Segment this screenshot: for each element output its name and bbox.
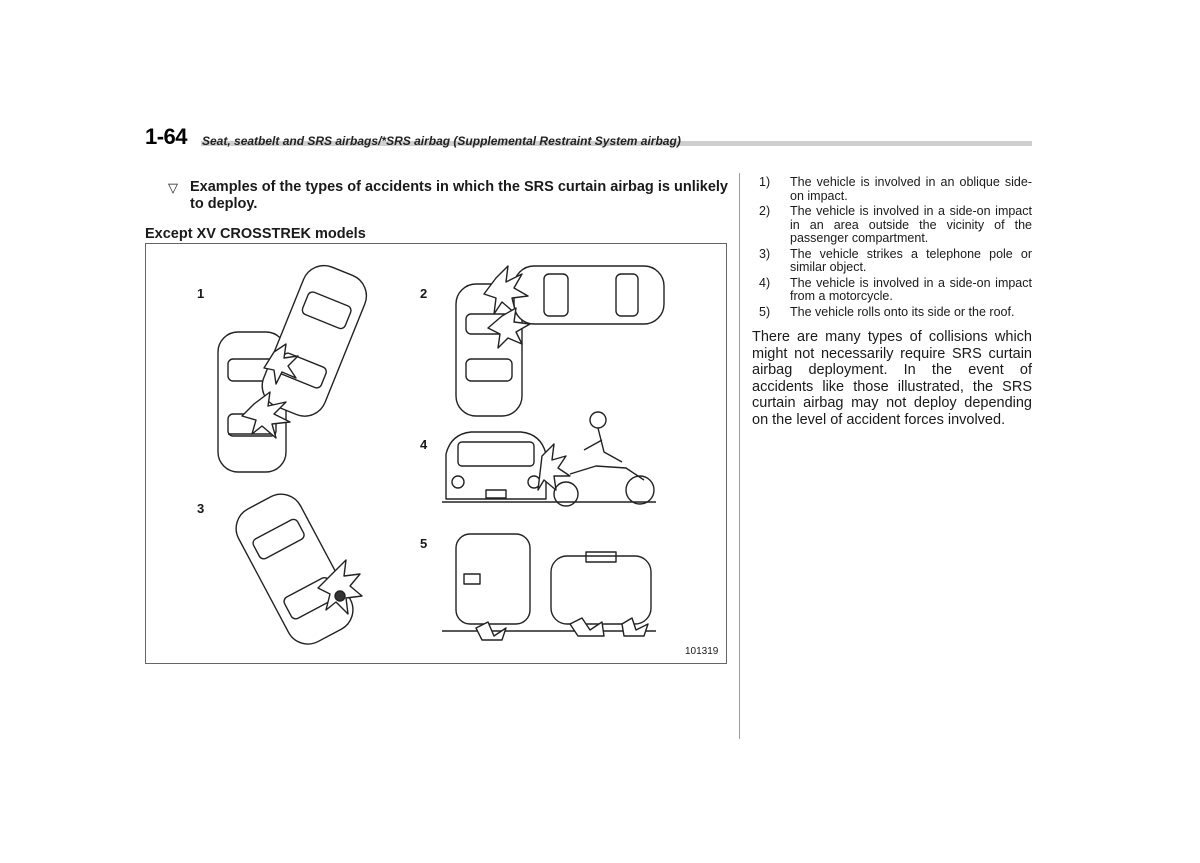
bullet-heading — [168, 179, 728, 213]
scene-label-2: 2 — [420, 286, 428, 301]
page-header — [145, 124, 1032, 154]
accident-list — [752, 176, 1032, 321]
scene-label-1: 1 — [197, 286, 205, 301]
accident-illustration — [145, 243, 727, 664]
list-item: 4) The vehicle is involved in a side-on impact from a motorcycle. — [759, 275, 1032, 303]
accident-drawings — [146, 244, 726, 663]
explanation-paragraph: There are many types of collisions which might not necessarily require SRS curtain airbag deployment. In the event of accidents like those illustrated, the SRS curtain airbag may not deploy depending on the level of accident forces involved. — [752, 329, 1032, 428]
column-divider — [739, 173, 740, 739]
page-number: 1-64 — [145, 124, 188, 149]
header-title: Seat, seatbelt and SRS airbags/*SRS airbag (Supplemental Restraint System airbag) — [202, 134, 681, 148]
list-item: 2) The vehicle is involved in a side-on impact in an area outside the vicinity of the passenger compartment. — [759, 204, 1032, 245]
bullet-text: Examples of the types of accidents in which the SRS curtain airbag is unlikely to deploy. — [190, 179, 728, 212]
scene-1-oblique-impact — [218, 259, 373, 472]
scene-label-4: 4 — [420, 437, 428, 452]
scene-5-rollover — [442, 534, 656, 640]
scene-4-motorcycle-impact — [442, 412, 656, 506]
triangle-bullet-icon: ▽ — [168, 180, 178, 195]
list-item: 1) The vehicle is involved in an oblique side-on impact. — [759, 175, 1032, 203]
scene-label-3: 3 — [197, 501, 205, 516]
scene-2-side-impact — [456, 266, 664, 416]
list-item: 5) The vehicle rolls onto its side or the roof. — [759, 304, 1015, 319]
scene-label-5: 5 — [420, 536, 428, 551]
figure-code: 101319 — [685, 646, 719, 657]
subheading: Except XV CROSSTREK models — [145, 226, 366, 242]
scene-3-pole-impact — [228, 486, 362, 651]
list-item: 3) The vehicle strikes a telephone pole or similar object. — [759, 246, 1032, 274]
